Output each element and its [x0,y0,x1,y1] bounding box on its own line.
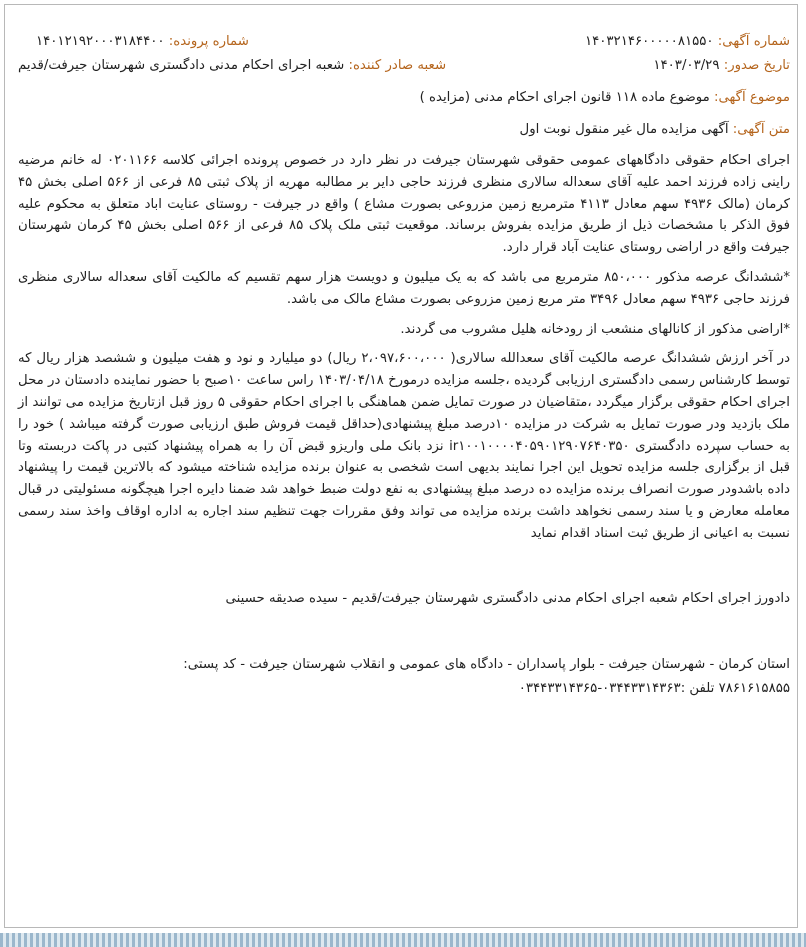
notice-text [18,118,790,142]
case-number-value: ۱۴۰۱۲۱۹۲۰۰۰۳۱۸۴۴۰۰ [36,34,165,49]
issuing-branch [18,54,446,78]
issue-date [653,54,790,78]
bottom-decorative-strip [0,933,806,947]
notice-text-label: متن آگهی: [732,122,790,137]
issuing-branch-label: شعبه صادر کننده: [348,58,447,73]
notice-text-title: آگهی مزایده مال غیر منقول نوبت اول [519,122,729,137]
notice-document [18,30,790,701]
header-row-1 [18,30,790,54]
header-row-2 [18,54,790,78]
subject-label: موضوع آگهی: [713,90,790,105]
body-paragraph-4: در آخر ارزش ششدانگ عرصه مالکیت آقای سعدالله سالاری( ۲،۰۹۷،۶۰۰،۰۰۰ ریال) دو میلیارد و نود و هفت میلیون و ششصد هزار ریال که توسط کارشناس رسمی دادگستری ارزیابی گردیده ،جلسه مزایده درمورخ ۱۴۰۳/۰۴/۱۸ راس ساعت ۱۰صبح با حضور نماینده دادستان در محل اجرای احکام حقوقی برگزار میگردد ،متقاضیان در صورت تمایل ضمن هماهنگی با اجرای احکام حقوقی ۵ روز قبل ازتاریخ مزایده می توانند از ملک بازدید ودر صورت تمایل به شرکت در مزایده ۱۰درصد مبلغ پیشنهادی(حداقل قیمت فروش طبق ارزیابی صورت گرفته میباشد ) خود را به حساب سپرده دادگستری ir۱۰۰۱۰۰۰۰۴۰۵۹۰۱۲۹۰۷۶۴۰۳۵۰ نزد بانک ملی واریزو قبض آن را به همراه پیشنهاد کتبی در پاکت دربسته وتا قبل از برگزاری جلسه مزایده تحویل این اجرا نمایند بدیهی است شخصی به عنوان برنده مزایده شناخته میشود که بالاترین قیمت را پیشنهاد داده باشدودر صورت انصراف برنده مزایده ده درصد مبلغ پیشنهادی به نفع دولت ضبط خواهد شد ضمنا دایره اجرا هیچگونه مسئولیتی در قبال معامله معارض و یا سند رسمی نخواهد داشت برنده مزایده می تواند وفق مقررات جهت تنظیم سند اجاره به اداره اوقاف واخذ سند رسمی نسبت به اعیانی از طریق ثبت اسناد اقدام نماید [18,351,791,541]
body-paragraph-1: اجرای احکام حقوقی دادگاههای عمومی حقوقی شهرستان جیرفت در نظر دارد در خصوص پرونده اجرائی کلاسه ۰۲۰۱۱۶۶ له خانم مرضیه راینی زاده فرزند احمد علیه آقای سعداله سالاری منظری فرزند حاجی دایر بر مطالبه مهریه از پلاک ثبتی ۸۵ فرعی از ۵۶۶ اصلی بخش ۴۵ کرمان (مالک ۴۹۳۶ سهم معادل ۴۱۱۳ مترمربع زمین مزروعی بصورت مشاع ) واقع در جیرفت - روستای عنایت اباد متعلق به محکوم علیه فوق الذکر با مشخصات ذیل از طریق مزایده بفروش برساند. موقعیت ثبتی ملک پلاک ۸۵ فرعی از ۵۶۶ اصلی بخش ۴۵ کرمان شهرستان جیرفت واقع در اراضی روستای عنایت آباد قرار دارد. [18,153,790,256]
case-number [36,30,249,54]
subject-text: موضوع ماده ۱۱۸ قانون اجرای احکام مدنی (مزایده ) [419,90,710,105]
body-paragraph-3: *اراضی مذکور از کانالهای منشعب از رودخانه هلیل مشروب می گردند. [400,321,790,337]
case-number-label: شماره پرونده: [168,34,249,49]
notice-number-value: ۱۴۰۳۲۱۴۶۰۰۰۰۰۸۱۵۵۰ [584,34,714,49]
issue-date-label: تاریخ صدور: [723,58,790,73]
address-line-1: استان کرمان - شهرستان جیرفت - بلوار پاسداران - دادگاه های عمومی و انقلاب شهرستان جیرفت - کد پستی: [183,656,790,672]
notice-number-label: شماره آگهی: [717,34,790,49]
address-line-2: ۷۸۶۱۶۱۵۸۵۵ تلفن :۰۳۴۴۳۳۱۴۳۶۳-۰۳۴۴۳۳۱۴۳۶۵ [518,680,790,696]
issuing-branch-value: شعبه اجرای احکام مدنی دادگستری شهرستان جیرفت/قدیم [18,58,345,73]
issue-date-value: ۱۴۰۳/۰۳/۲۹ [653,58,720,73]
signature: دادورز اجرای احکام شعبه اجرای احکام مدنی دادگستری شهرستان جیرفت/قدیم - سیده صدیقه حسینی [225,590,790,606]
body-paragraph-2: *ششدانگ عرصه مذکور ۸۵۰،۰۰۰ مترمربع می باشد که به یک میلیون و دویست هزار سهم تقسیم که مالکیت آقای سعداله سالاری منظری فرزند حاجی ۴۹۳۶ سهم معادل ۳۴۹۶ متر مربع زمین مزروعی بصورت مشاع مالک می باشد. [18,269,791,307]
notice-number [585,30,790,54]
subject [18,86,790,110]
